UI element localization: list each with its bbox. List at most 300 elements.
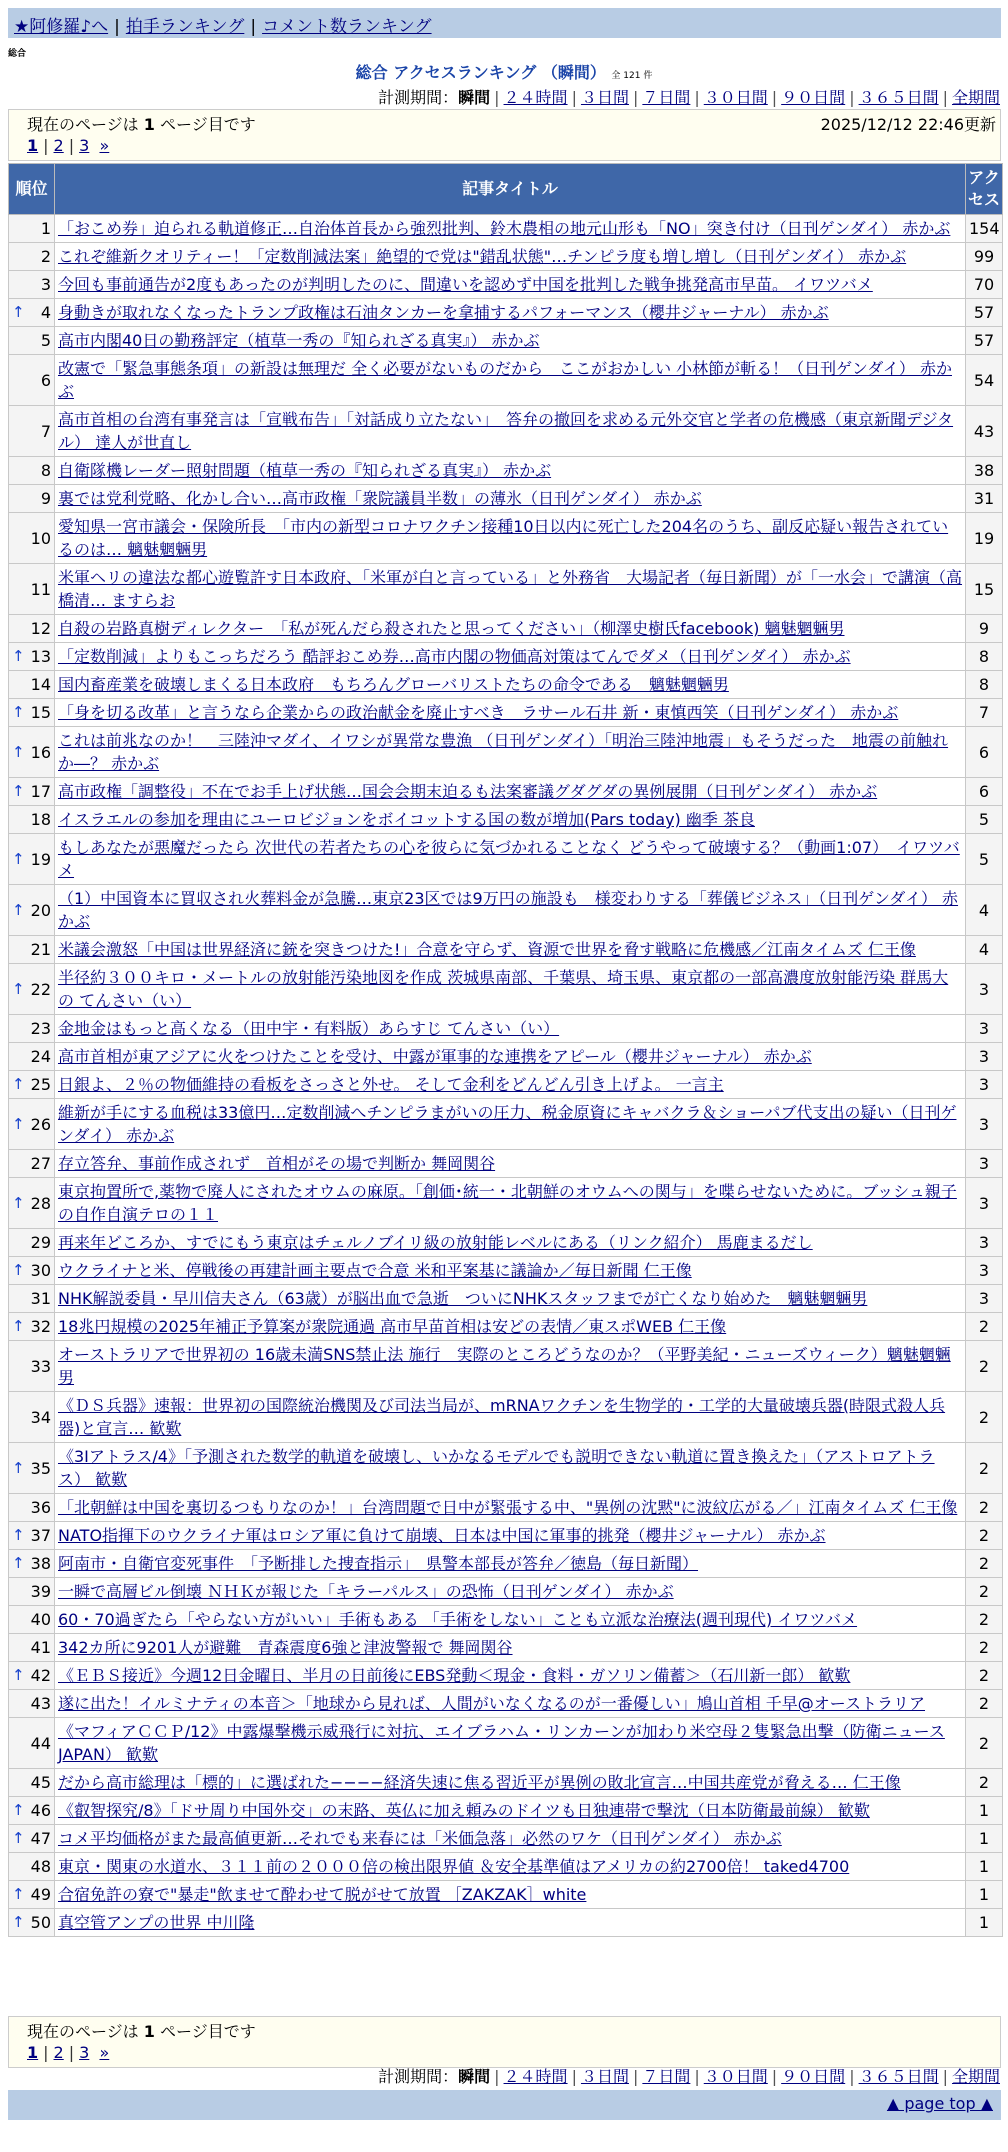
article-title-link[interactable]: 今回も事前通告が2度もあったのが判明したのに、間違いを認めず中国を批判した戦争挑発高市早苗。 イワツバメ — [58, 275, 873, 294]
title-cell — [55, 1662, 966, 1690]
rank-up-arrow-icon: ↑ — [12, 1666, 25, 1684]
rank-cell — [9, 243, 55, 271]
rank-number: 42 — [30, 1666, 51, 1685]
rank-number: 49 — [30, 1885, 51, 1904]
rank-cell — [9, 457, 55, 485]
access-count: 57 — [966, 299, 1003, 327]
rank-number: 32 — [30, 1317, 51, 1336]
rank-cell — [9, 513, 55, 564]
page-suffix: ページ目です — [160, 2022, 256, 2041]
pagination-separator: | — [68, 136, 75, 155]
page-prefix: 現在のページは — [27, 115, 139, 134]
table-row — [9, 1313, 1003, 1341]
rank-number: 17 — [30, 782, 51, 801]
article-title-link[interactable]: 遂に出た！イルミナティの本音＞「地球から見れば、人間がいなくなるのが一番優しい」鳩山首相 千早@オーストラリア — [58, 1694, 926, 1713]
page-link[interactable]: 2 — [53, 2043, 64, 2062]
article-title-link[interactable]: 一瞬で高層ビル倒壊 ＮＨＫが報じた「キラーパルス」の恐怖（日刊ゲンダイ） 赤かぶ — [58, 1582, 674, 1601]
article-title-link[interactable]: 高市内閣40日の勤務評定（植草一秀の『知られざる真実』） 赤かぶ — [58, 331, 540, 350]
access-count: 2 — [966, 1313, 1003, 1341]
rank-number: 20 — [30, 900, 51, 920]
page-top-link[interactable]: ▲ page top ▲ — [886, 2094, 993, 2113]
period-link[interactable]: ３日間 — [580, 2067, 629, 2086]
article-title-link[interactable]: イスラエルの参加を理由にユーロビジョンをボイコットする国の数が増加(Pars today) 幽季 茶良 — [58, 810, 755, 829]
period-active: 瞬間 — [458, 2067, 491, 2086]
article-title-link[interactable]: 18兆円規模の2025年補正予算案が衆院通過 高市早苗首相は安どの表情／東スポWEB 仁王像 — [58, 1317, 727, 1336]
current-page-text — [27, 2019, 256, 2042]
article-title-link[interactable]: 「身を切る改革」と言うなら企業からの政治献金を廃止すべき ラサール石井 新・東慎西笑（日刊ゲンダイ） 赤かぶ — [58, 703, 899, 722]
access-count: 2 — [966, 1550, 1003, 1578]
table-row — [9, 564, 1003, 615]
rank-cell — [9, 1443, 55, 1494]
period-separator: | — [694, 2067, 700, 2086]
title-cell — [55, 564, 966, 615]
title-cell — [55, 1150, 966, 1178]
rank-cell — [9, 643, 55, 671]
access-count: 2 — [966, 1606, 1003, 1634]
title-cell — [55, 1522, 966, 1550]
rank-cell — [9, 485, 55, 513]
table-row — [9, 1909, 1003, 1937]
article-title-link[interactable]: 存立答弁、事前作成されず 首相がその場で判断か 舞岡関谷 — [58, 1154, 496, 1173]
table-row — [9, 1578, 1003, 1606]
rank-cell — [9, 615, 55, 643]
access-column-header: アクセス — [966, 164, 1003, 215]
title-cell — [55, 615, 966, 643]
access-count: 43 — [966, 406, 1003, 457]
period-link[interactable]: ３６５日間 — [858, 2067, 939, 2086]
article-title-link[interactable]: 再来年どころか、すでにもう東京はチェルノブイリ級の放射能レベルにある（リンク紹介） 馬鹿まるだし — [58, 1233, 813, 1252]
title-cell — [55, 215, 966, 243]
access-count: 1 — [966, 1853, 1003, 1881]
rank-cell — [9, 1257, 55, 1285]
article-title-link[interactable]: 米軍ヘリの違法な都心遊覧許す日本政府、「米軍が白と言っている」と外務省 大場記者（毎日新聞）が「一水会」で講演（高橋清… ますらお — [58, 568, 963, 610]
article-title-link[interactable]: これは前兆なのか！ 三陸沖マダイ、イワシが異常な豊漁 （日刊ゲンダイ）「明治三陸沖地震」もそうだった 地震の前触れか―？ 赤かぶ — [58, 731, 949, 773]
article-title-link[interactable]: 国内畜産業を破壊しまくる日本政府 もちろんグローバリストたちの命令である 魑魅魍魎男 — [58, 675, 729, 694]
table-row — [9, 1392, 1003, 1443]
table-row — [9, 727, 1003, 778]
title-cell — [55, 1392, 966, 1443]
rank-cell — [9, 1494, 55, 1522]
table-row — [9, 406, 1003, 457]
page-link[interactable]: 1 — [27, 2043, 39, 2062]
title-cell — [55, 1494, 966, 1522]
access-count: 1 — [966, 1909, 1003, 1937]
period-link[interactable]: 全期間 — [951, 88, 1000, 107]
rank-cell — [9, 1769, 55, 1797]
next-page-link[interactable]: » — [99, 2043, 110, 2062]
period-separator: | — [694, 88, 700, 107]
rank-up-arrow-icon: ↑ — [12, 1554, 25, 1572]
period-separator: | — [771, 2067, 778, 2086]
period-label: 計測期間： — [378, 88, 459, 107]
title-cell — [55, 271, 966, 299]
rank-cell — [9, 1550, 55, 1578]
rank-number: 1 — [40, 219, 51, 238]
table-row — [9, 834, 1003, 885]
access-count: 9 — [966, 615, 1003, 643]
title-cell — [55, 834, 966, 885]
rank-number: 34 — [30, 1407, 51, 1427]
title-cell — [55, 1071, 966, 1099]
rank-number: 25 — [30, 1075, 51, 1094]
period-link[interactable]: ３０日間 — [703, 88, 768, 107]
rank-number: 35 — [30, 1458, 51, 1478]
rank-number: 21 — [30, 940, 51, 959]
access-count: 2 — [966, 1690, 1003, 1718]
article-title-link[interactable]: 《3Iアトラス/4》「予測された数学的軌道を破壊し、いかなるモデルでも説明できない軌道に置き換えた」（アストロアトラス） 歓歎 — [58, 1447, 935, 1489]
table-row — [9, 327, 1003, 355]
rank-number: 50 — [30, 1913, 51, 1932]
page-link[interactable]: 3 — [79, 2043, 90, 2062]
table-row — [9, 299, 1003, 327]
total-count: 全 121 件 — [611, 71, 653, 81]
rank-cell — [9, 806, 55, 834]
table-row — [9, 1797, 1003, 1825]
rank-number: 39 — [30, 1582, 51, 1601]
rank-up-arrow-icon: ↑ — [12, 1193, 25, 1212]
rank-number: 22 — [30, 979, 51, 999]
rank-up-arrow-icon: ↑ — [12, 1913, 25, 1931]
title-cell — [55, 1099, 966, 1150]
article-title-link[interactable]: 改憲で「緊急事態条項」の新設は無理だ 全く必要がないものだから ここがおかしい 小林節が斬る！（日刊ゲンダイ） 赤かぶ — [58, 359, 952, 401]
title-cell — [55, 964, 966, 1015]
title-cell — [55, 355, 966, 406]
rank-cell — [9, 1825, 55, 1853]
period-link[interactable]: ３日間 — [580, 88, 629, 107]
rank-cell — [9, 1606, 55, 1634]
rank-up-arrow-icon: ↑ — [12, 1114, 25, 1133]
access-count: 6 — [966, 778, 1003, 806]
rank-number: 6 — [40, 370, 51, 390]
article-title-link[interactable]: 《ＥＢＳ接近》今週12日金曜日、半月の日前後にEBS発動＜現金・食料・ガソリン備蓄＞（石川新一郎） 歓歎 — [58, 1666, 851, 1685]
rank-number: 18 — [30, 810, 51, 829]
table-row — [9, 1229, 1003, 1257]
updated-timestamp: 2025/12/12 22:46更新 — [820, 115, 996, 134]
access-count: 54 — [966, 355, 1003, 406]
period-separator: | — [632, 88, 639, 107]
title-cell — [55, 1853, 966, 1881]
rank-cell — [9, 936, 55, 964]
title-cell — [55, 1015, 966, 1043]
article-title-link[interactable]: オーストラリアで世界初の 16歳未満SNS禁止法 施行 実際のところどうなのか？（平野美紀・ニューズウィーク）魑魅魍魎男 — [58, 1345, 951, 1387]
title-cell — [55, 299, 966, 327]
article-title-link[interactable]: だから高市総理は「標的」に選ばれた−−−−経済失速に焦る習近平が異例の敗北宣言…中国共産党が脅える… 仁王像 — [58, 1773, 901, 1792]
period-link[interactable]: ９０日間 — [781, 2067, 846, 2086]
bottom-bar — [8, 2090, 1001, 2120]
article-title-link[interactable]: 愛知県一宮市議会・保険所長 「市内の新型コロナワクチン接種10日以内に死亡した204名のうち、副反応疑い報告されているのは… 魑魅魍魎男 — [58, 517, 949, 559]
table-row — [9, 1341, 1003, 1392]
ranking-table — [8, 163, 1003, 1937]
title-cell — [55, 671, 966, 699]
title-cell — [55, 1257, 966, 1285]
article-title-link[interactable]: 《叡智探究/8》「ドサ周り中国外交」の末路、英仏に加え頼みのドイツも日独連帯で撃沈（日本防衛最前線） 歓歎 — [58, 1801, 870, 1820]
rank-number: 36 — [30, 1498, 51, 1517]
title-cell — [55, 1313, 966, 1341]
table-row — [9, 1853, 1003, 1881]
access-count: 154 — [966, 215, 1003, 243]
access-count: 3 — [966, 964, 1003, 1015]
title-cell — [55, 1797, 966, 1825]
table-row — [9, 1015, 1003, 1043]
pagination — [27, 2043, 109, 2062]
article-title-link[interactable]: これぞ維新クオリティー！「定数削減法案」絶望的で党は"錯乱状態"…チンピラ度も増し増し（日刊ゲンダイ） 赤かぶ — [58, 247, 907, 266]
title-cell — [55, 1606, 966, 1634]
current-page-text — [27, 112, 256, 135]
title-cell — [55, 1825, 966, 1853]
title-cell — [55, 1229, 966, 1257]
rank-number: 43 — [30, 1694, 51, 1713]
period-separator: | — [771, 88, 778, 107]
access-count: 19 — [966, 513, 1003, 564]
article-title-link[interactable]: 60・70過ぎたら「やらない方がいい」手術もある 「手術をしない」ことも立派な治療法(週刊現代) イワツバメ — [58, 1610, 858, 1629]
rank-number: 10 — [30, 528, 51, 548]
table-row — [9, 1043, 1003, 1071]
access-count: 1 — [966, 1825, 1003, 1853]
rank-cell — [9, 1853, 55, 1881]
access-count: 99 — [966, 243, 1003, 271]
rank-up-arrow-icon: ↑ — [12, 303, 25, 321]
article-title-link[interactable]: 高市首相が東アジアに火をつけたことを受け、中露が軍事的な連携をアピール（櫻井ジャーナル） 赤かぶ — [58, 1047, 812, 1066]
rank-cell — [9, 1229, 55, 1257]
current-page-number: 1 — [143, 2022, 155, 2041]
period-label: 計測期間： — [378, 2067, 459, 2086]
access-count: 6 — [966, 727, 1003, 778]
rank-cell — [9, 1071, 55, 1099]
rank-number: 28 — [30, 1193, 51, 1213]
article-title-link[interactable]: 日銀よ、２％の物価維持の看板をさっさと外せ。 そして金利をどんどん引き上げよ。 一言主 — [58, 1075, 724, 1094]
title-cell — [55, 885, 966, 936]
pagination-separator: | — [43, 2043, 49, 2062]
page-link[interactable]: 2 — [53, 136, 64, 155]
article-title-link[interactable]: 身動きが取れなくなったトランプ政権は石油タンカーを拿捕するパフォーマンス（櫻井ジャーナル） 赤かぶ — [58, 303, 829, 322]
rank-number: 41 — [30, 1638, 51, 1657]
rank-number: 2 — [40, 247, 51, 266]
article-title-link[interactable]: 《ＤＳ兵器》速報：世界初の国際統治機関及び司法当局が、mRNAワクチンを生物学的・工学的大量破壊兵器(時限式殺人兵器)と宣言… 歓歎 — [58, 1396, 946, 1438]
rank-cell — [9, 1690, 55, 1718]
period-link[interactable]: ３０日間 — [703, 2067, 768, 2086]
period-link[interactable]: ７日間 — [642, 2067, 691, 2086]
rank-cell — [9, 1150, 55, 1178]
article-title-link[interactable]: 金地金はもっと高くなる（田中宇・有料版）あらすじ てんさい（い） — [58, 1019, 560, 1038]
article-title-link[interactable]: ウクライナと米、停戦後の再建計画主要点で合意 米和平案基に議論か／毎日新聞 仁王像 — [58, 1261, 692, 1280]
table-row — [9, 355, 1003, 406]
access-count: 7 — [966, 699, 1003, 727]
rank-up-arrow-icon: ↑ — [12, 1458, 25, 1477]
period-link[interactable]: ３６５日間 — [858, 88, 939, 107]
title-cell — [55, 1769, 966, 1797]
page-suffix: ページ目です — [160, 115, 256, 134]
table-row — [9, 806, 1003, 834]
table-row — [9, 513, 1003, 564]
page-link[interactable]: 3 — [79, 136, 90, 155]
title-cell — [55, 778, 966, 806]
rank-up-arrow-icon: ↑ — [12, 1075, 25, 1093]
rank-number: 27 — [30, 1154, 51, 1173]
article-title-link[interactable]: 東京・関東の水道水、３１１前の２０００倍の検出限界値 ＆安全基準値はアメリカの約2700倍！ taked4700 — [58, 1857, 850, 1876]
table-row — [9, 1285, 1003, 1313]
page-info-top — [8, 109, 1001, 161]
title-cell — [55, 936, 966, 964]
table-row — [9, 1662, 1003, 1690]
rank-cell — [9, 1313, 55, 1341]
ranking-title: 総合 アクセスランキング （瞬間） — [355, 63, 606, 82]
access-count: 5 — [966, 806, 1003, 834]
page-title — [0, 60, 1008, 83]
rank-up-arrow-icon: ↑ — [12, 703, 25, 721]
rank-cell — [9, 1909, 55, 1937]
rank-up-arrow-icon: ↑ — [12, 849, 25, 868]
article-title-link[interactable]: 自殺の岩路真樹ディレクター 「私が死んだら殺されたと思ってください」（柳澤史樹氏facebook) 魑魅魍魎男 — [58, 619, 845, 638]
access-count: 3 — [966, 1150, 1003, 1178]
rank-number: 8 — [40, 461, 51, 480]
article-title-link[interactable]: 高市首相の台湾有事発言は「宣戦布告」「対話成り立たない」 答弁の撤回を求める元外交官と学者の危機感（東京新聞デジタル） 達人が世直し — [58, 410, 954, 452]
rank-up-arrow-icon: ↑ — [12, 1801, 25, 1819]
access-count: 3 — [966, 1285, 1003, 1313]
nav-separator: | — [250, 17, 257, 37]
rank-column-header: 順位 — [9, 164, 55, 215]
rank-cell — [9, 778, 55, 806]
period-selector-top — [378, 85, 1000, 108]
rank-number: 11 — [30, 579, 51, 599]
rank-cell — [9, 671, 55, 699]
access-count: 3 — [966, 1257, 1003, 1285]
rank-number: 14 — [30, 675, 51, 694]
article-title-link[interactable]: 合宿免許の寮で"暴走"飲ませて酔わせて脱がせて放置 ［ZAKZAK］white — [58, 1885, 587, 1904]
table-row — [9, 885, 1003, 936]
title-cell — [55, 457, 966, 485]
title-column-header: 記事タイトル — [55, 164, 966, 215]
period-link[interactable]: ９０日間 — [781, 88, 846, 107]
rank-number: 46 — [30, 1801, 51, 1820]
rank-number: 40 — [30, 1610, 51, 1629]
rank-cell — [9, 564, 55, 615]
period-link[interactable]: 全期間 — [951, 2067, 1000, 2086]
rank-cell — [9, 834, 55, 885]
table-row — [9, 1443, 1003, 1494]
article-title-link[interactable]: 「北朝鮮は中国を裏切るつもりなのか！」台湾問題で日中が緊張する中、"異例の沈黙"に波紋広がる／」江南タイムズ 仁王像 — [58, 1498, 958, 1517]
title-cell — [55, 243, 966, 271]
table-header-row — [9, 164, 1003, 215]
access-count: 2 — [966, 1578, 1003, 1606]
table-row — [9, 1769, 1003, 1797]
article-title-link[interactable]: 《マフィアＣＣＰ/12》中露爆撃機示威飛行に対抗、エイブラハム・リンカーンが加わり米空母２隻緊急出撃（防衛ニュースJAPAN） 歓歎 — [58, 1722, 945, 1764]
title-cell — [55, 1909, 966, 1937]
table-row — [9, 1881, 1003, 1909]
period-link[interactable]: ２４時間 — [503, 88, 568, 107]
title-cell — [55, 699, 966, 727]
rank-cell — [9, 1392, 55, 1443]
access-count: 2 — [966, 1634, 1003, 1662]
article-title-link[interactable]: 真空管アンプの世界 中川隆 — [58, 1913, 255, 1932]
period-link[interactable]: ７日間 — [642, 88, 691, 107]
rank-cell — [9, 1178, 55, 1229]
access-count: 70 — [966, 271, 1003, 299]
article-title-link[interactable]: 「おこめ券」迫られる軌道修正…自治体首長から強烈批判、鈴木農相の地元山形も「NO」突き付け（日刊ゲンダイ） 赤かぶ — [58, 219, 951, 238]
article-title-link[interactable]: 高市政権「調整役」不在でお手上げ状態…国会会期末迫るも法案審議グダグダの異例展開（日刊ゲンダイ） 赤かぶ — [58, 782, 878, 801]
article-title-link[interactable]: 裏では党利党略、化かし合い…高市政権「衆院議員半数」の薄氷（日刊ゲンダイ） 赤かぶ — [58, 489, 702, 508]
table-row — [9, 485, 1003, 513]
rank-cell — [9, 1662, 55, 1690]
article-title-link[interactable]: もしあなたが悪魔だったら 次世代の若者たちの心を彼らに気づかれることなく どうやって破壊する？（動画1:07） イワツバメ — [58, 838, 960, 880]
period-separator: | — [942, 88, 948, 107]
rank-cell — [9, 1522, 55, 1550]
rank-number: 7 — [40, 421, 51, 441]
next-page-link[interactable]: » — [99, 136, 110, 155]
rank-number: 4 — [40, 303, 51, 322]
article-title-link[interactable]: 阿南市・自衛官変死事件 「予断排した捜査指示」 県警本部長が答弁／徳島（毎日新聞） — [58, 1554, 699, 1573]
table-row — [9, 1071, 1003, 1099]
table-row — [9, 1257, 1003, 1285]
table-row — [9, 1634, 1003, 1662]
period-link[interactable]: ２４時間 — [503, 2067, 568, 2086]
rank-number: 38 — [30, 1554, 51, 1573]
article-title-link[interactable]: 「定数削減」よりもこっちだろう 酷評おこめ券…高市内閣の物価高対策はてんでダメ（日刊ゲンダイ） 赤かぶ — [58, 647, 851, 666]
title-cell — [55, 406, 966, 457]
rank-number: 5 — [40, 331, 51, 350]
access-count: 8 — [966, 671, 1003, 699]
applause-ranking-link[interactable]: 拍手ランキング — [125, 17, 245, 37]
table-row — [9, 1718, 1003, 1769]
rank-up-arrow-icon: ↑ — [12, 742, 25, 761]
title-cell — [55, 806, 966, 834]
article-title-link[interactable]: コメ平均価格がまた最高値更新…それでも来春には「米価急落」必然のワケ（日刊ゲンダイ） 赤かぶ — [58, 1829, 782, 1848]
article-title-link[interactable]: NATO指揮下のウクライナ軍はロシア軍に負けて崩壊、日本は中国に軍事的挑発（櫻井ジャーナル） 赤かぶ — [58, 1526, 826, 1545]
access-count: 2 — [966, 1443, 1003, 1494]
rank-number: 33 — [30, 1356, 51, 1376]
page-link[interactable]: 1 — [27, 136, 39, 155]
title-cell — [55, 1443, 966, 1494]
access-count: 2 — [966, 1341, 1003, 1392]
period-separator: | — [494, 2067, 500, 2086]
access-count: 4 — [966, 885, 1003, 936]
rank-number: 12 — [30, 619, 51, 638]
rank-cell — [9, 406, 55, 457]
rank-up-arrow-icon: ↑ — [12, 1829, 25, 1847]
table-row — [9, 699, 1003, 727]
title-cell — [55, 1881, 966, 1909]
pagination — [27, 136, 109, 155]
article-title-link[interactable]: 半径約３００キロ・メートルの放射能汚染地図を作成 茨城県南部、千葉県、埼玉県、東京都の一部高濃度放射能汚染 群馬大の てんさい（い） — [58, 968, 949, 1010]
pagination-separator: | — [43, 136, 49, 155]
rank-number: 47 — [30, 1829, 51, 1848]
table-row — [9, 243, 1003, 271]
article-title-link[interactable]: （1）中国資本に買収され火葬料金が急騰…東京23区では9万円の施設も 様変わりする「葬儀ビジネス」（日刊ゲンダイ） 赤かぶ — [58, 889, 959, 931]
access-count: 3 — [966, 1071, 1003, 1099]
article-title-link[interactable]: 維新が手にする血税は33億円…定数削減へチンピラまがいの圧力、税金原資にキャバクラ＆ショーパブ代支出の疑い（日刊ゲンダイ） 赤かぶ — [58, 1103, 957, 1145]
table-row — [9, 936, 1003, 964]
rank-number: 44 — [30, 1733, 51, 1753]
period-separator: | — [849, 88, 855, 107]
rank-number: 23 — [30, 1019, 51, 1038]
article-title-link[interactable]: 342カ所に9201人が避難 青森震度6強と津波警報で 舞岡関谷 — [58, 1638, 513, 1657]
page-info-bottom — [8, 2016, 1001, 2068]
article-title-link[interactable]: 東京拘置所で,薬物で廃人にされたオウムの麻原。「創価･統一・北朝鮮のオウムへの関与」を喋らせないために。ブッシュ親子の自作自演テロの１１ — [58, 1182, 957, 1224]
access-count: 1 — [966, 1881, 1003, 1909]
access-count: 2 — [966, 1392, 1003, 1443]
access-count: 57 — [966, 327, 1003, 355]
access-count: 3 — [966, 1229, 1003, 1257]
article-title-link[interactable]: 自衛隊機レーダー照射問題（植草一秀の『知られざる真実』） 赤かぶ — [58, 461, 552, 480]
home-link[interactable]: ★阿修羅♪へ — [14, 17, 109, 37]
comment-ranking-link[interactable]: コメント数ランキング — [262, 17, 432, 37]
article-title-link[interactable]: NHK解説委員・早川信夫さん（63歳）が脳出血で急逝 ついにNHKスタッフまでが亡くなり始めた 魑魅魍魎男 — [58, 1289, 868, 1308]
access-count: 5 — [966, 834, 1003, 885]
article-title-link[interactable]: 米議会激怒「中国は世界経済に銃を突きつけた!」合意を守らず、資源で世界を脅す戦略に危機感／江南タイムズ 仁王像 — [58, 940, 916, 959]
table-row — [9, 964, 1003, 1015]
category-label: 総合 — [8, 49, 27, 59]
access-count: 3 — [966, 1043, 1003, 1071]
title-cell — [55, 513, 966, 564]
